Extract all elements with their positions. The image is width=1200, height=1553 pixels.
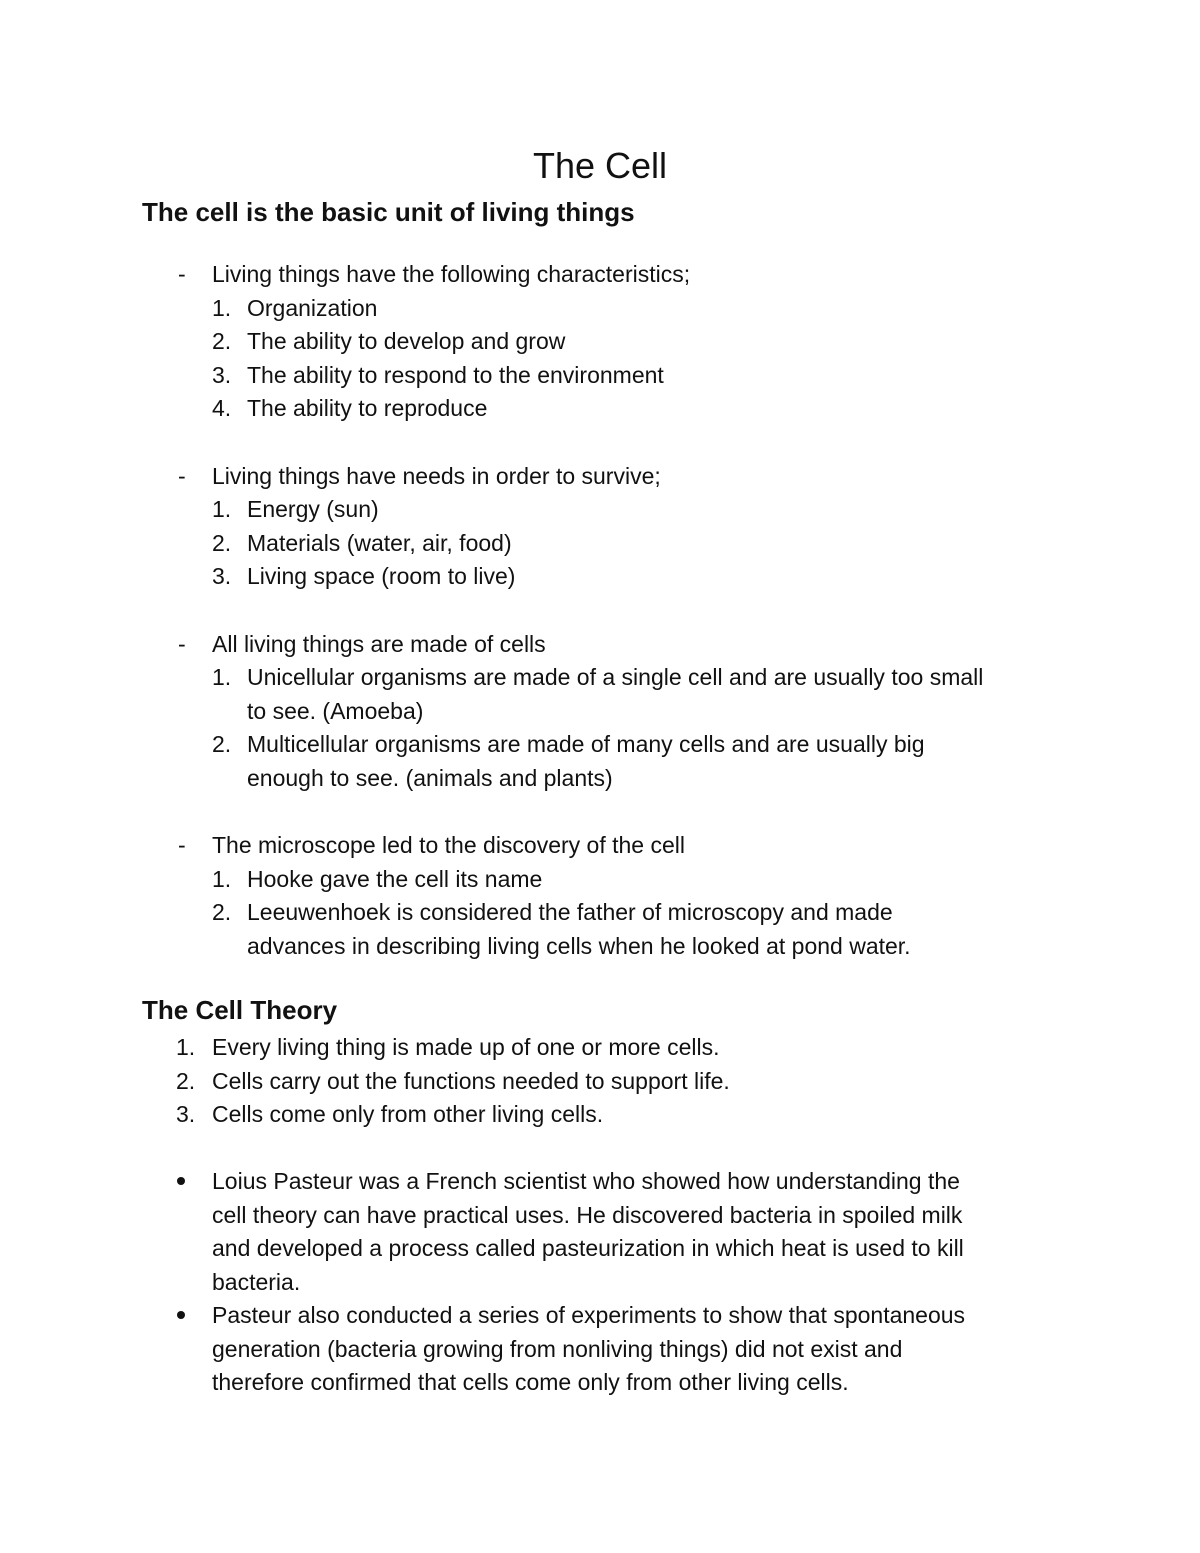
bullet-text: generation (bacteria growing from nonliving things) did not exist and [212, 1335, 903, 1362]
list-number: 2. [212, 899, 232, 925]
bullet-text: bacteria. [212, 1268, 301, 1295]
list-number: 2. [176, 1067, 196, 1094]
list-number: 1. [212, 865, 232, 892]
section-heading: The Cell Theory [142, 995, 338, 1025]
list-item-text: Leeuwenhoek is considered the father of microscopy and made [247, 899, 893, 925]
list-item-text: Materials (water, air, food) [247, 529, 512, 556]
list-number: 3. [212, 361, 232, 388]
list-item-text: Energy (sun) [247, 496, 379, 522]
list-lead-text: All living things are made of cells [212, 630, 546, 657]
dash-marker: - [178, 462, 186, 489]
list-item-text: Multicellular organisms are made of many cells and are usually big [247, 731, 925, 757]
bullet-text: Pasteur also conducted a series of experiments to show that spontaneous [212, 1302, 966, 1328]
list-number: 1. [212, 496, 232, 522]
dash-marker: - [178, 832, 186, 858]
bullet-text: and developed a process called pasteurization in which heat is used to kill [212, 1235, 964, 1261]
list-item-text: The ability to respond to the environment [247, 361, 664, 388]
list-number: 4. [212, 395, 232, 421]
section-heading: The cell is the basic unit of living things [142, 197, 635, 227]
list-number: 2. [212, 731, 232, 757]
list-item-text: advances in describing living cells when he looked at pond water. [247, 932, 911, 959]
list-item-text: to see. (Amoeba) [247, 697, 424, 724]
list-number: 3. [176, 1101, 196, 1127]
list-number: 1. [212, 664, 232, 690]
list-item-text: Unicellular organisms are made of a single cell and are usually too small [247, 664, 984, 690]
list-item-text: Cells come only from other living cells. [212, 1101, 604, 1127]
list-item-text: The ability to develop and grow [247, 328, 566, 354]
list-lead-text: Living things have needs in order to survive; [212, 462, 661, 489]
bullet-icon [177, 1311, 185, 1319]
dash-marker: - [178, 261, 186, 287]
bullet-text: Loius Pasteur was a French scientist who showed how understanding the [212, 1168, 960, 1194]
list-item-text: Organization [247, 294, 378, 321]
list-item-text: The ability to reproduce [247, 395, 488, 421]
list-lead-text: Living things have the following characteristics; [212, 261, 691, 287]
bullet-text: cell theory can have practical uses. He discovered bacteria in spoiled milk [212, 1201, 963, 1228]
list-item-text: enough to see. (animals and plants) [247, 764, 613, 791]
dash-marker: - [178, 630, 186, 657]
bullet-text: therefore confirmed that cells come only from other living cells. [212, 1369, 849, 1395]
list-number: 1. [176, 1034, 196, 1060]
list-item-text: Living space (room to live) [247, 563, 516, 589]
list-number: 3. [212, 563, 232, 589]
list-item-text: Hooke gave the cell its name [247, 865, 543, 892]
list-item-text: Cells carry out the functions needed to support life. [212, 1067, 730, 1094]
list-item-text: Every living thing is made up of one or more cells. [212, 1034, 720, 1060]
bullet-icon [177, 1177, 185, 1185]
list-number: 2. [212, 328, 232, 354]
list-lead-text: The microscope led to the discovery of the cell [212, 832, 686, 858]
list-number: 1. [212, 294, 232, 321]
list-number: 2. [212, 529, 232, 556]
page-title: The Cell [532, 145, 668, 186]
